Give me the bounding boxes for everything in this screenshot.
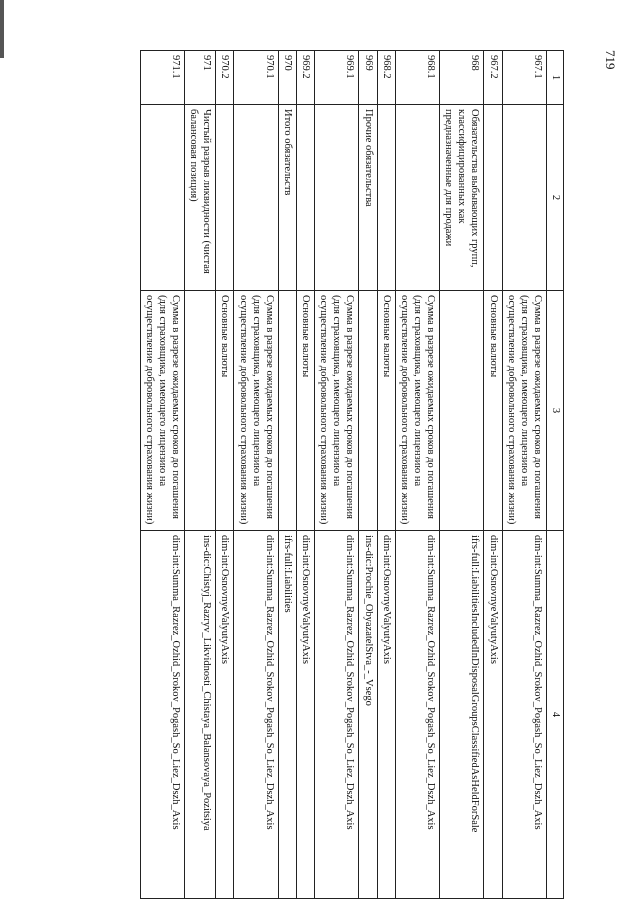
row-description: Сумма в разрезе ожидаемых сроков до погашения (для страховщика, имеющего лицензию на осуществление добровольного страхования жизни) [234, 291, 278, 531]
row-number: 967.2 [484, 51, 502, 105]
row-name: Прочие обязательства [359, 105, 377, 291]
row-code: dim-int:Summa_Razrez_Ozhid_Srokov_Pogash_So_Liez_Dszh_Axis [234, 531, 278, 899]
row-description [278, 291, 296, 531]
row-name [234, 105, 278, 291]
row-name: Обязательства выбывающих групп, классифицированных как предназначенные для продажи [440, 105, 484, 291]
table-row [395, 51, 439, 899]
column-header-1: 1 [547, 51, 564, 105]
row-number: 968.2 [377, 51, 395, 105]
row-description: Сумма в разрезе ожидаемых сроков до погашения (для страховщика, имеющего лицензию на осуществление добровольного страхования жизни) [140, 291, 184, 531]
row-code: dim-int:OsnovnyeValyutyAxis [484, 531, 502, 899]
row-name [395, 105, 439, 291]
table-row [234, 51, 278, 899]
table-row [315, 51, 359, 899]
table-row [216, 51, 234, 899]
row-description [359, 291, 377, 531]
table-container [4, 50, 564, 898]
row-code: dim-int:OsnovnyeValyutyAxis [377, 531, 395, 899]
row-code: ins-dic:Chistyj_Razryv_Likvidnosti_Chistaya_Balansovaya_Pozitsiya [185, 531, 216, 899]
row-code: dim-int:Summa_Razrez_Ozhid_Srokov_Pogash_So_Liez_Dszh_Axis [140, 531, 184, 899]
row-name [502, 105, 546, 291]
row-number: 968.1 [395, 51, 439, 105]
row-number: 970 [278, 51, 296, 105]
row-code: ifrs-full:Liabilities [278, 531, 296, 899]
row-description: Основные валюты [484, 291, 502, 531]
row-description: Сумма в разрезе ожидаемых сроков до погашения (для страховщика, имеющего лицензию на осуществление добровольного страхования жизни) [502, 291, 546, 531]
row-name [216, 105, 234, 291]
row-description: Сумма в разрезе ожидаемых сроков до погашения (для страховщика, имеющего лицензию на осуществление добровольного страхования жизни) [395, 291, 439, 531]
row-name [377, 105, 395, 291]
row-number: 969.2 [297, 51, 315, 105]
row-number: 970.1 [234, 51, 278, 105]
row-code: dim-int:OsnovnyeValyutyAxis [216, 531, 234, 899]
row-number: 968 [440, 51, 484, 105]
row-description: Основные валюты [297, 291, 315, 531]
row-number: 971.1 [140, 51, 184, 105]
row-code: dim-int:Summa_Razrez_Ozhid_Srokov_Pogash_So_Liez_Dszh_Axis [502, 531, 546, 899]
row-name [315, 105, 359, 291]
table-row [297, 51, 315, 899]
table-row [278, 51, 296, 899]
row-name [484, 105, 502, 291]
row-description: Основные валюты [377, 291, 395, 531]
page-number: 719 [603, 50, 618, 70]
column-header-3: 3 [547, 291, 564, 531]
row-number: 971 [185, 51, 216, 105]
row-code: dim-int:OsnovnyeValyutyAxis [297, 531, 315, 899]
table-row [484, 51, 502, 899]
row-code: dim-int:Summa_Razrez_Ozhid_Srokov_Pogash_So_Liez_Dszh_Axis [395, 531, 439, 899]
row-description: Сумма в разрезе ожидаемых сроков до погашения (для страховщика, имеющего лицензию на осуществление добровольного страхования жизни) [315, 291, 359, 531]
row-code: ins-dic:Prochie_ObyazatelStva_-_Vsego [359, 531, 377, 899]
row-number: 969 [359, 51, 377, 105]
table-row [185, 51, 216, 899]
table-row [502, 51, 546, 899]
row-code: ifrs-full:LiabilitiesIncludedInDisposalGroupsClassifiedAsHeldForSale [440, 531, 484, 899]
row-name: Чистый разрыв ликвидности (чистая балансовая позиция) [185, 105, 216, 291]
row-description: Основные валюты [216, 291, 234, 531]
row-description [185, 291, 216, 531]
table-row [377, 51, 395, 899]
table-row [359, 51, 377, 899]
column-header-2: 2 [547, 105, 564, 291]
row-number: 970.2 [216, 51, 234, 105]
row-name [297, 105, 315, 291]
data-table [140, 50, 564, 899]
header-row [547, 51, 564, 899]
table-row [440, 51, 484, 899]
row-description [440, 291, 484, 531]
row-code: dim-int:Summa_Razrez_Ozhid_Srokov_Pogash_So_Liez_Dszh_Axis [315, 531, 359, 899]
row-name: Итого обязательств [278, 105, 296, 291]
row-number: 969.1 [315, 51, 359, 105]
table-row [140, 51, 184, 899]
row-name [140, 105, 184, 291]
column-header-4: 4 [547, 531, 564, 899]
row-number: 967.1 [502, 51, 546, 105]
